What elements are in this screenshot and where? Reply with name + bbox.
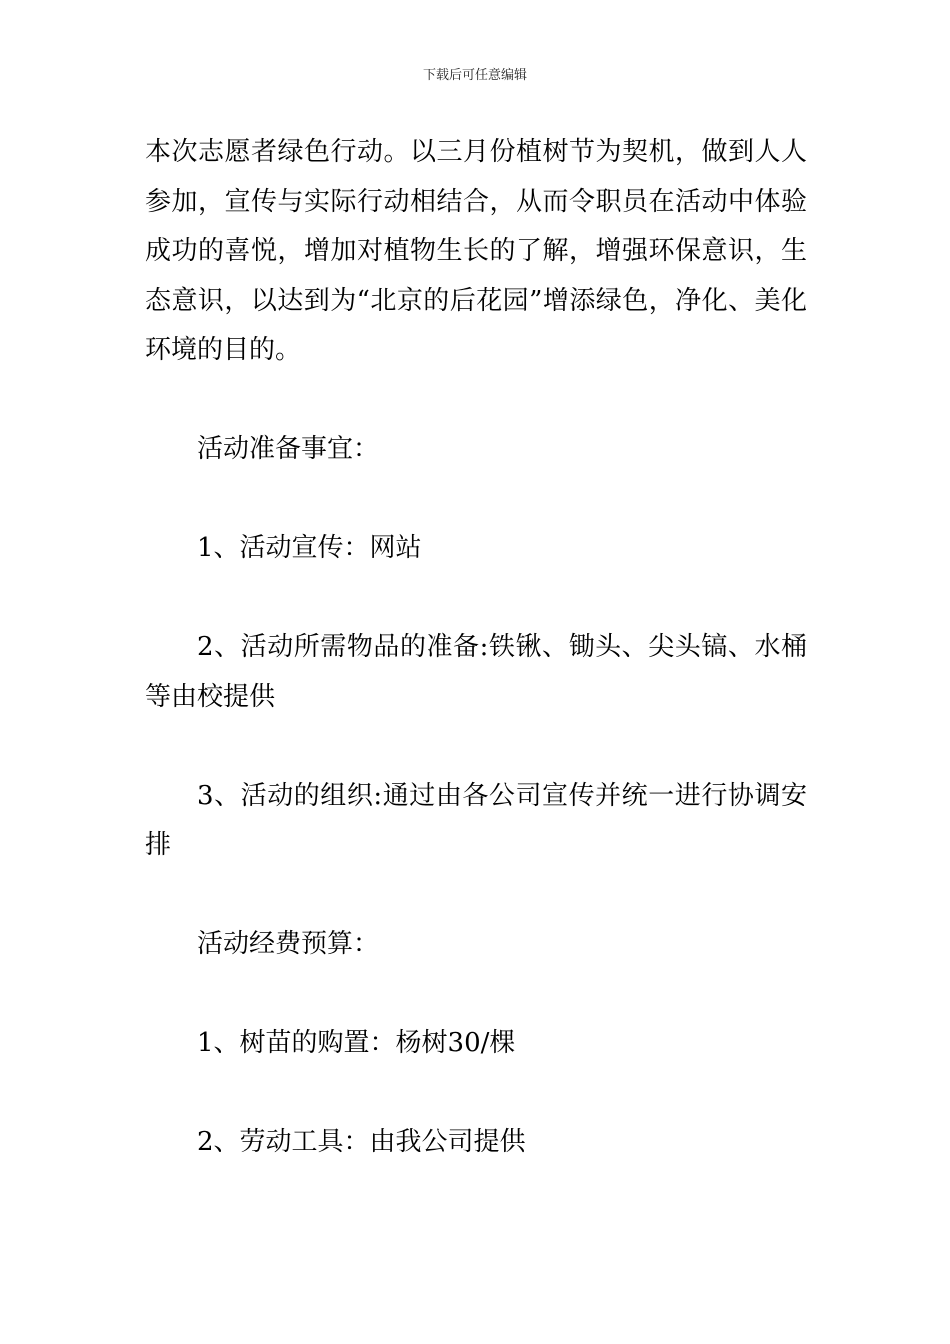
spacer bbox=[145, 1069, 807, 1119]
spacer bbox=[145, 376, 807, 426]
spacer bbox=[145, 574, 807, 624]
header-note: 下载后可任意编辑 bbox=[422, 68, 527, 83]
prep-item-1: 1、活动宣传：网站 bbox=[197, 533, 422, 563]
document-body bbox=[145, 128, 807, 1168]
spacer bbox=[145, 475, 807, 525]
prep-heading: 活动准备事宜： bbox=[197, 434, 380, 464]
spacer bbox=[145, 871, 807, 921]
prep-item-2: 2、活动所需物品的准备:铁锹、锄头、尖头镐、水桶等由校提供 bbox=[145, 632, 807, 712]
intro-paragraph: 本次志愿者绿色行动。以三月份植树节为契机，做到人人参加，宣传与实际行动相结合，从而令职员在活动中体验成功的喜悦，增加对植物生长的了解，增强环保意识，生态意识，以达到为“北京的后花园”增添绿色，净化、美化环境的目的。 bbox=[145, 137, 807, 365]
budget-heading: 活动经费预算： bbox=[197, 929, 380, 959]
spacer bbox=[145, 970, 807, 1020]
spacer bbox=[145, 722, 807, 772]
prep-item-3: 3、活动的组织:通过由各公司宣传并统一进行协调安排 bbox=[145, 780, 807, 860]
budget-item-1: 1、树苗的购置：杨树30/棵 bbox=[197, 1028, 516, 1058]
budget-item-2: 2、劳动工具：由我公司提供 bbox=[197, 1127, 526, 1157]
